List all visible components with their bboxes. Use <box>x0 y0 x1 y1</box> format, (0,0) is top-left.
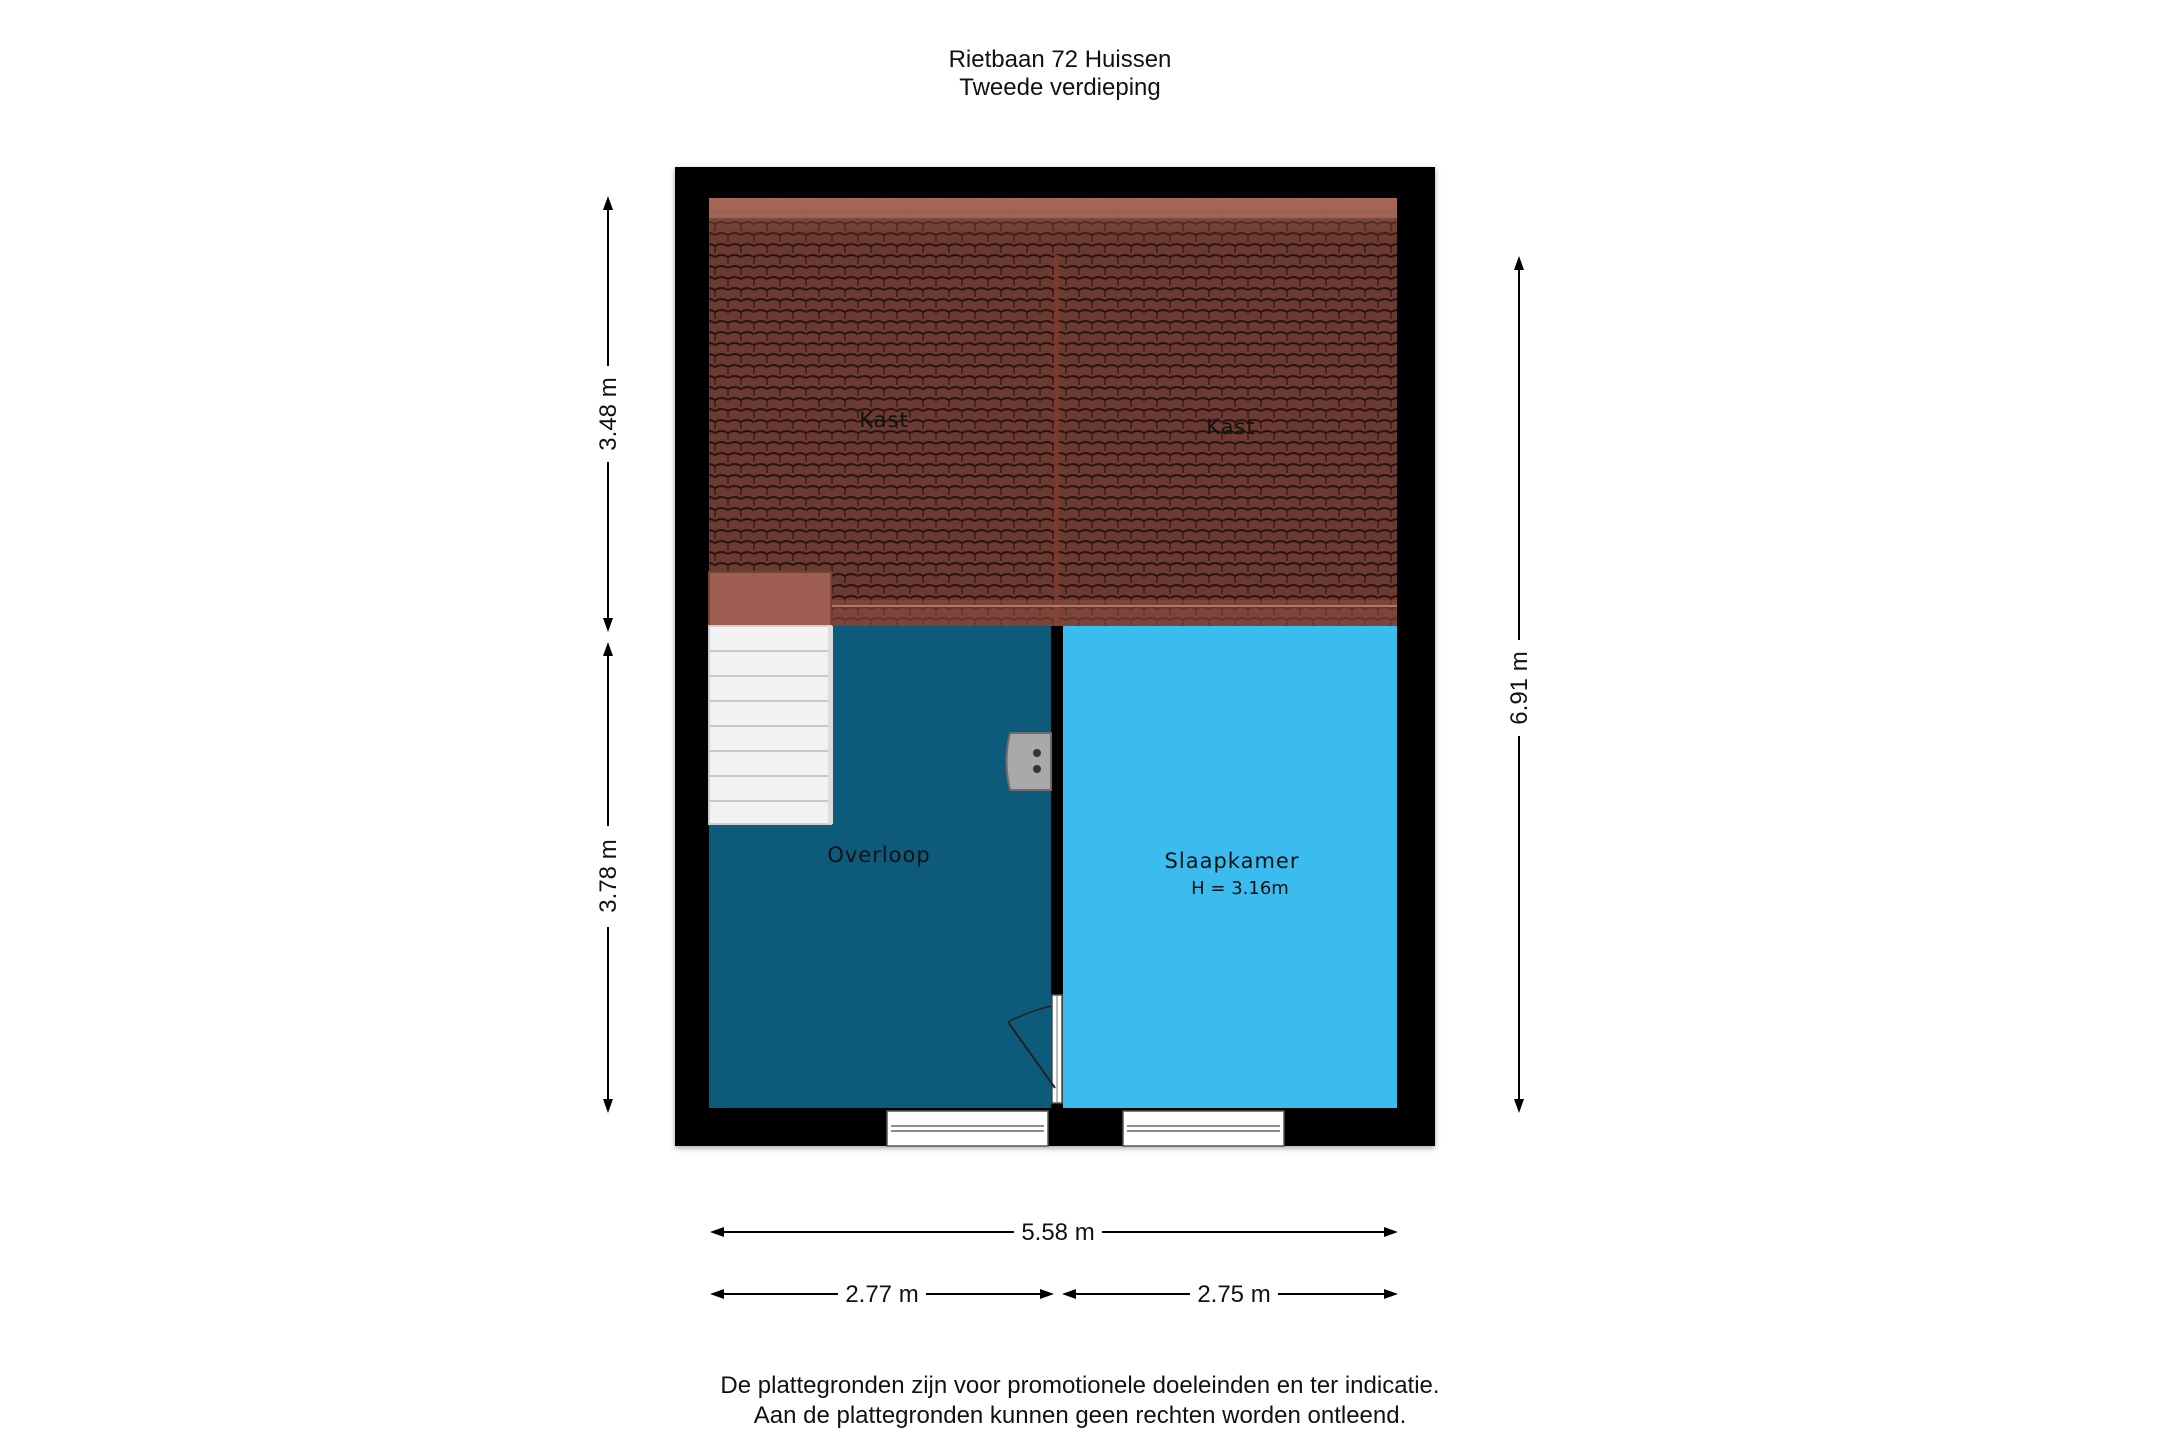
dimension-bottom-left <box>710 1281 1054 1308</box>
kast-left-label: Kast <box>859 408 909 432</box>
disclaimer-line-1: De plattegronden zijn voor promotionele doeleinden en ter indicatie. <box>720 1372 1440 1399</box>
dimension-bottom-right <box>1062 1281 1398 1308</box>
kast-area <box>709 198 1397 626</box>
dimension-bottom-total <box>710 1219 1398 1246</box>
slaapkamer-label: Slaapkamer <box>1164 849 1300 873</box>
dim-bottom-total-label: 5.58 m <box>1021 1219 1095 1246</box>
disclaimer <box>580 1371 1580 1431</box>
address-title: Rietbaan 72 Huissen <box>948 46 1172 73</box>
dim-left-lower-label: 3.78 m <box>595 839 622 913</box>
dim-left-upper-label: 3.48 m <box>595 377 622 451</box>
window-left <box>887 1111 1048 1146</box>
wall-fixture <box>1007 733 1052 790</box>
dimension-left-upper <box>595 196 622 632</box>
overloop-label: Overloop <box>827 843 931 867</box>
dimension-right-total <box>1506 256 1533 1113</box>
dim-bottom-left-label: 2.77 m <box>845 1281 919 1308</box>
stair-headroom <box>709 572 831 626</box>
dim-right-total-label: 6.91 m <box>1506 651 1533 725</box>
slaapkamer-height-label: H = 3.16m <box>1191 878 1289 899</box>
floor-subtitle: Tweede verdieping <box>959 74 1161 101</box>
window-right <box>1123 1111 1284 1146</box>
dim-bottom-right-label: 2.75 m <box>1197 1281 1271 1308</box>
stairs <box>709 626 833 824</box>
disclaimer-line-2: Aan de plattegronden kunnen geen rechten worden ontleend. <box>753 1402 1407 1429</box>
dimension-left-lower <box>595 642 622 1113</box>
kast-right-label: Kast <box>1206 415 1256 439</box>
